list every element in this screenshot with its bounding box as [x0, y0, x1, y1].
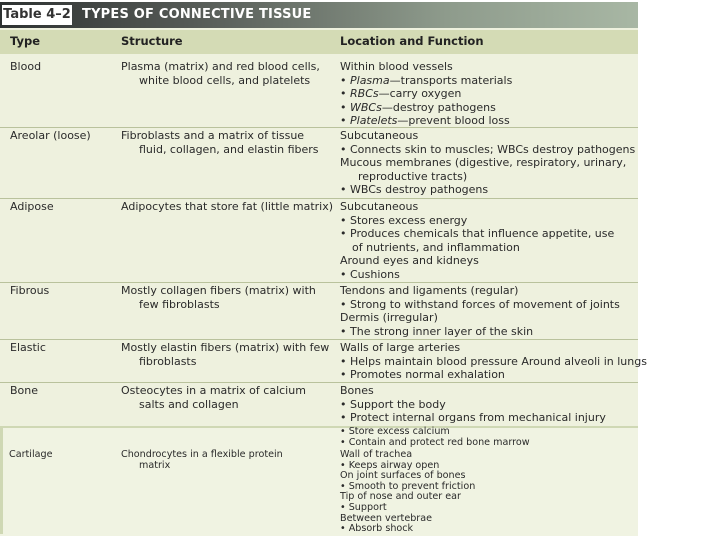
row-elastic-location: Walls of large arteries • Helps maintain blood pressure Around alveoli in lungs • Promotes normal exhalation	[340, 341, 647, 382]
header-type: Type	[10, 34, 41, 48]
row-adipose-location: Subcutaneous • Stores excess energy • Produces chemicals that influence appetite, use of nutrients, and inflammation Around eyes and kidneys • Cushions	[340, 200, 614, 282]
connective-tissue-table	[0, 2, 647, 426]
row-areolar-location: Subcutaneous • Connects skin to muscles; WBCs destroy pathogens Mucous membranes (digestive, respiratory, urinary, reproductive tracts) • WBCs destroy pathogens	[340, 129, 635, 197]
table-number: Table 4–2	[2, 5, 72, 25]
row-fibrous-location: Tendons and ligaments (regular) • Strong to withstand forces of movement of joints Dermis (irregular) • The strong inner layer of the skin	[340, 284, 620, 338]
row-elastic-type: Elastic	[10, 341, 46, 354]
row-cartilage-type: Cartilage	[9, 449, 53, 460]
row-bone-structure: Osteocytes in a matrix of calcium salts and collagen	[121, 384, 306, 411]
row-fibrous-type: Fibrous	[10, 284, 50, 297]
row-elastic-structure: Mostly elastin fibers (matrix) with few fibroblasts	[121, 341, 330, 368]
table-header-row	[0, 30, 638, 54]
section-edge	[0, 426, 3, 534]
table-title-bar	[0, 2, 638, 28]
row-divider	[0, 282, 638, 283]
row-cartilage-structure: Chondrocytes in a flexible protein matrix	[121, 449, 283, 471]
row-divider	[0, 339, 638, 340]
row-divider	[0, 198, 638, 199]
row-divider	[0, 382, 638, 383]
row-blood-type: Blood	[10, 60, 42, 73]
table-title: TYPES OF CONNECTIVE TISSUE	[82, 7, 312, 22]
header-location: Location and Function	[340, 34, 484, 48]
row-areolar-type: Areolar (loose)	[10, 129, 91, 142]
row-bone-location-continued: • Store excess calcium • Contain and protect red bone marrow	[340, 427, 530, 448]
row-blood-location: Within blood vessels • Plasma—transports materials • RBCs—carry oxygen • WBCs—destroy pathogens • Platelets—prevent blood loss	[340, 60, 512, 128]
row-fibrous-structure: Mostly collagen fibers (matrix) with few fibroblasts	[121, 284, 316, 311]
cartilage-section	[0, 426, 638, 536]
row-bone-location: Bones • Support the body • Protect internal organs from mechanical injury	[340, 384, 606, 425]
row-divider	[0, 127, 638, 128]
row-bone-type: Bone	[10, 384, 39, 397]
header-structure: Structure	[121, 34, 183, 48]
row-areolar-structure: Fibroblasts and a matrix of tissue fluid, collagen, and elastin fibers	[121, 129, 319, 156]
row-adipose-type: Adipose	[10, 200, 54, 213]
row-blood-structure: Plasma (matrix) and red blood cells, white blood cells, and platelets	[121, 60, 320, 87]
row-adipose-structure: Adipocytes that store fat (little matrix)	[121, 200, 334, 213]
row-cartilage-location: Wall of trachea • Keeps airway open On joint surfaces of bones • Smooth to prevent friction Tip of nose and outer ear • Support Between vertebrae • Absorb shock	[340, 450, 475, 535]
